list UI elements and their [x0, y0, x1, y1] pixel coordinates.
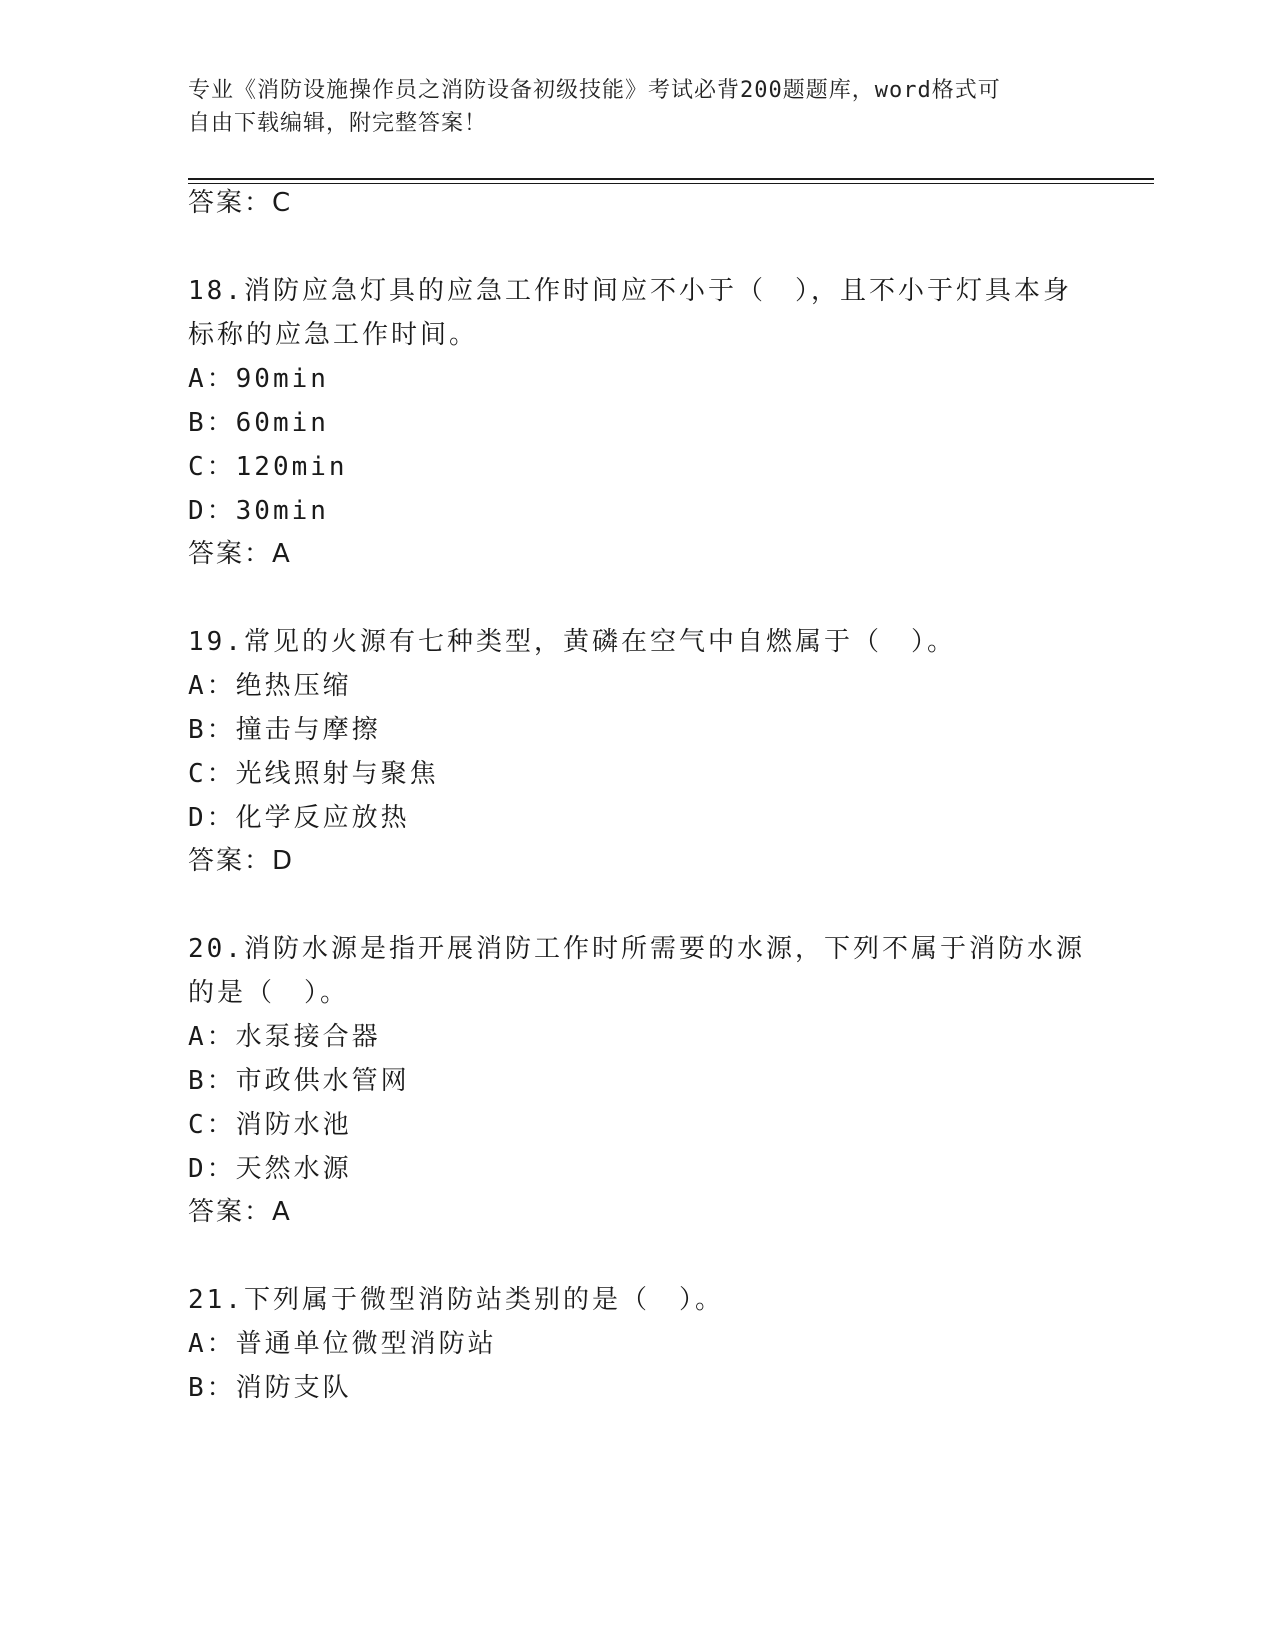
question-19-option-b: B：撞击与摩擦 [188, 715, 381, 745]
question-19-option-c: C：光线照射与聚焦 [188, 759, 439, 789]
question-18-stem-line-2: 标称的应急工作时间。 [188, 320, 479, 350]
header-divider-thin [188, 183, 1154, 184]
question-18-answer: 答案：A [188, 539, 292, 569]
question-19-stem-line-1: 19.常见的火源有七种类型，黄磷在空气中自燃属于（ ）。 [188, 627, 956, 657]
question-18-option-c: C：120min [188, 452, 348, 482]
question-20-option-c: C：消防水池 [188, 1110, 352, 1140]
question-18-option-d: D：30min [188, 496, 329, 526]
question-20-option-a: A：水泵接合器 [188, 1022, 381, 1052]
document-header [188, 74, 1068, 140]
question-20-option-b: B：市政供水管网 [188, 1066, 410, 1096]
question-18-stem-line-1: 18.消防应急灯具的应急工作时间应不小于（ ），且不小于灯具本身 [188, 276, 1072, 306]
question-21-option-b: B：消防支队 [188, 1373, 352, 1403]
question-21-option-a: A：普通单位微型消防站 [188, 1329, 497, 1359]
question-20-stem-line-2: 的是（ ）。 [188, 978, 350, 1008]
header-line-2: 自由下载编辑，附完整答案！ [188, 111, 488, 136]
question-18-option-b: B：60min [188, 408, 329, 438]
question-18-option-a: A：90min [188, 364, 329, 394]
header-divider [188, 178, 1154, 180]
question-19-answer: 答案：D [188, 846, 295, 876]
answer-line: 答案：C [188, 188, 293, 218]
question-20-option-d: D：天然水源 [188, 1154, 352, 1184]
question-19-option-d: D：化学反应放热 [188, 803, 410, 833]
header-line-1: 专业《消防设施操作员之消防设备初级技能》考试必背200题题库，word格式可 [188, 78, 1001, 103]
question-20-answer: 答案：A [188, 1197, 292, 1227]
question-20-stem-line-1: 20.消防水源是指开展消防工作时所需要的水源，下列不属于消防水源 [188, 934, 1085, 964]
question-19-option-a: A：绝热压缩 [188, 671, 352, 701]
question-21-stem-line-1: 21.下列属于微型消防站类别的是（ ）。 [188, 1285, 724, 1315]
